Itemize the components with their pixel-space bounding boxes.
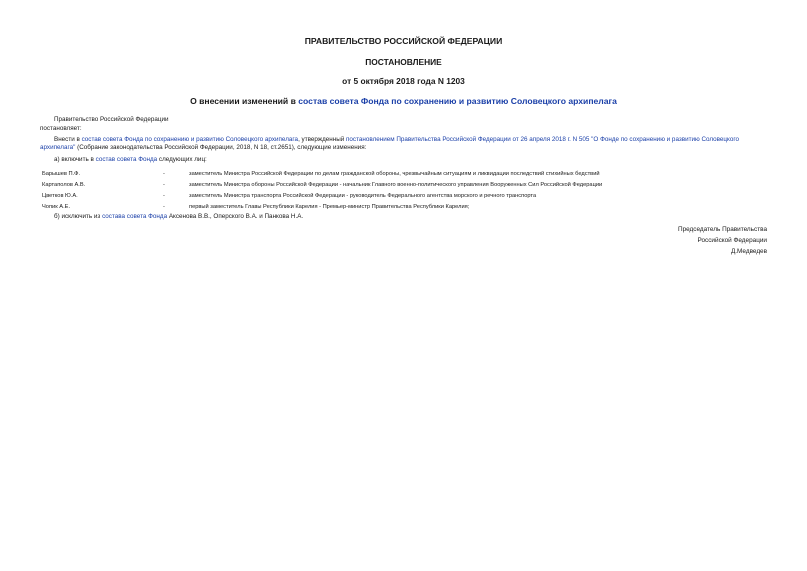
exclude-text-a: б) исключить из: [54, 213, 103, 220]
include-council-link[interactable]: состав совета Фонда: [95, 156, 158, 163]
signature-name: Д.Медведев: [730, 248, 767, 255]
signature-title: Председатель Правительства: [678, 226, 767, 233]
title-link[interactable]: состав совета Фонда по сохранению и развитию Соловецкого архипелага: [298, 96, 617, 106]
member-name: Чопик А.Е.: [42, 204, 71, 210]
member-dash: -: [163, 171, 165, 177]
title-prefix: О внесении изменений в: [190, 96, 299, 106]
member-role: заместитель Министра транспорта Российской Федерации - руководитель Федерального агентства морского и речного транспорта: [189, 193, 537, 199]
include-text-b: следующих лиц:: [157, 156, 207, 163]
amend-text-c: (Собрание законодательства Российской Федерации, 2018, N 18, ст.2651), следующие изменения:: [75, 144, 367, 152]
member-role: заместитель Министра обороны Российской Федерации - начальник Главного военно-политического управления Вооруженных Сил Российской Федерации: [189, 182, 603, 188]
amend-text-b: , утвержденный: [298, 136, 347, 143]
member-name: Цветков Ю.А.: [42, 193, 78, 199]
include-text-a: а) включить в: [54, 156, 96, 163]
paragraph-amend: [40, 136, 770, 153]
table-row: [42, 171, 742, 181]
document-type-heading: ПОСТАНОВЛЕНИЕ: [365, 57, 442, 67]
document-title: [0, 96, 807, 106]
exclude-council-link[interactable]: состава совета Фонда: [102, 213, 168, 220]
member-dash: -: [163, 204, 165, 210]
paragraph-decrees: постановляет:: [40, 125, 82, 132]
table-row: [42, 193, 742, 203]
government-heading: ПРАВИТЕЛЬСТВО РОССИЙСКОЙ ФЕДЕРАЦИИ: [304, 36, 503, 46]
signature-block: [567, 224, 767, 257]
member-role: заместитель Министра Российской Федерации по делам гражданской обороны, чрезвычайным ситуациям и ликвидации последствий стихийных бедствий: [189, 171, 600, 177]
member-dash: -: [163, 182, 165, 188]
table-row: [42, 182, 742, 192]
date-number-heading: от 5 октября 2018 года N 1203: [342, 76, 465, 86]
paragraph-government: Правительство Российской Федерации: [54, 116, 169, 123]
paragraph-include: [40, 156, 770, 164]
exclude-text-b: Аксенова В.В., Оперского В.А. и Панкова Н.А.: [167, 213, 304, 220]
member-role: первый заместитель Главы Республики Карелия - Премьер-министр Правительства Республики Карелия;: [189, 204, 470, 210]
member-name: Картаполов А.В.: [42, 182, 86, 188]
member-dash: -: [163, 193, 165, 199]
council-composition-link[interactable]: состав совета Фонда по сохранению и развитию Соловецкого архипелага: [81, 136, 299, 143]
paragraph-exclude: [40, 213, 770, 221]
amend-text-a: Внести в: [54, 136, 82, 143]
member-name: Барышев П.Ф.: [42, 171, 81, 177]
resolution-505-link[interactable]: постановлением Правительства Российской Федерации от 26 апреля 2018 г. N 505 "О Фонде по сохранению и развитию Соловецкого архипелага": [40, 136, 740, 152]
signature-org: Российской Федерации: [697, 237, 767, 244]
